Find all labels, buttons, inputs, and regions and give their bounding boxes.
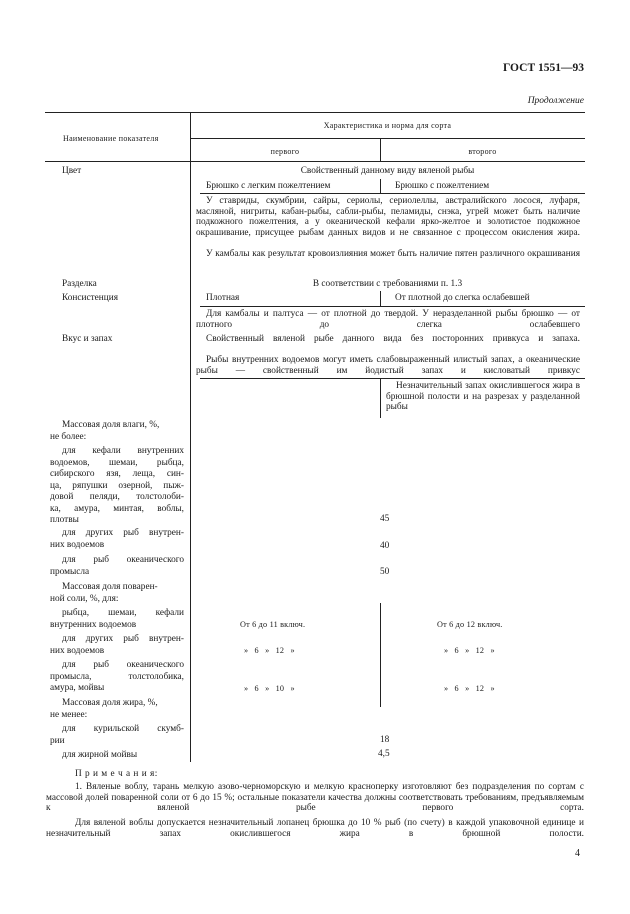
label-line: водоемов, шемаи, рыбца, (50, 457, 184, 468)
salt-row-1-label (50, 608, 184, 631)
moisture-row-1-label (50, 446, 184, 527)
header-first-grade: первого (270, 147, 300, 156)
note-2: Для вяленой воблы допускается незначительный лопанец брюшка до 10 % рыб (по счету) в каждой упаковочной единице и незначительный запах окислившегося жира в брюшной полости. (46, 818, 584, 839)
label-line: для других рыб внутрен- (62, 634, 184, 644)
salt-label-1: Массовая доля поварен- (62, 582, 158, 592)
salt-row-2-first: » 6 » 12 » (244, 646, 295, 655)
taste-text-2: Рыбы внутренних водоемов могут иметь слабовыраженный илистый запах, а океанические рыбы — свойственный им йодистый запах и кисловатый привкус (196, 355, 580, 376)
column-divider-main (190, 112, 191, 762)
header-second-grade: второго (468, 147, 497, 156)
taste-text-1: Свойственный вяленой рыбе данного вида без посторонних привкуса и запаха. (206, 334, 580, 344)
moisture-label-1: Массовая доля влаги, %, (62, 420, 160, 430)
label-line: промысла (50, 566, 90, 577)
cutting-value: В соответствии с требованиями п. 1.3 (312, 279, 463, 289)
label-line: довой пеляди, толстолоби- (50, 492, 184, 502)
label-line: ца, ряпушки озерной, пыж- (50, 480, 184, 491)
header-bottom-line (45, 161, 585, 162)
taste-second: Незначительный запах окислившегося жира в брюшной полости и на разрезах у разделанной рыбы (386, 381, 580, 412)
fat-row-2-value: 4,5 (378, 749, 390, 759)
fat-row-1-value: 18 (380, 735, 390, 745)
taste-divider (380, 378, 381, 418)
moisture-row-3-label (50, 555, 184, 578)
label-line: них водоемов (50, 645, 105, 656)
salt-row-2-label (50, 634, 184, 657)
row-label-consistency: Консистенция (62, 293, 118, 303)
label-line: плотвы (50, 515, 79, 525)
fat-row-2-label: для жирной мойвы (62, 750, 138, 760)
taste-sep-line (200, 378, 585, 379)
color-text-2: У камбалы как результат кровоизлияния может быть наличие пятен различного окрашивания (206, 249, 580, 259)
note-1: 1. Вяленые воблу, тарань мелкую азово-черноморскую и мелкую красноперку изготовляют без подразделения по сортам с массовой долей поваренной соли от 6 до 15 %; остальные показатели качества должны соответствовать требованиям, предъявляемым к вяленой рыбе первого сорта. (46, 782, 584, 814)
salt-row-1-second: От 6 до 12 включ. (437, 620, 503, 629)
label-line: сибирского язя, леща, син- (50, 469, 184, 479)
label-line: рии (50, 735, 65, 746)
consistency-text: Для камбалы и палтуса — от плотной до твердой. У неразделанной рыбы брюшко — от плотного до слегка ослабевшего (196, 309, 580, 330)
label-line: внутренних водоемов (50, 619, 137, 630)
color-first: Брюшко с легким пожелтением (206, 181, 331, 191)
label-line: для других рыб внутрен- (62, 528, 184, 538)
color-divider (380, 179, 381, 193)
consistency-second: От плотной до слегка ослабевшей (395, 293, 530, 303)
label-line: ка, амура, минтая, воблы, (50, 503, 184, 514)
fat-label-1: Массовая доля жира, %, (62, 698, 158, 708)
fat-label-2: не менее: (50, 710, 88, 720)
consistency-first: Плотная (206, 293, 240, 303)
color-common: Свойственный данному виду вяленой рыбы (300, 166, 475, 176)
continuation-label: Продолжение (527, 96, 584, 106)
salt-divider (380, 603, 381, 707)
salt-row-3-second: » 6 » 12 » (444, 684, 495, 693)
color-sep-line (200, 193, 585, 194)
label-line: для курильской скумб- (62, 724, 184, 734)
label-line: рыбца, шемаи, кефали (62, 608, 184, 618)
moisture-row-3-value: 50 (380, 567, 390, 577)
color-text-1: У ставриды, скумбрии, сайры, сериолы, сериолеллы, австралийского лосося, луфаря, масляной, нигриты, кабан-рыбы, сабли-рыбы, пеламиды, снэка, угрей может быть наличие подкожного пожелтения, а у океанической кефали ярко-желтое и золотистое подкожное окрашивание, присущее рыбам данных видов и не связанное с процессом окисления жира. (196, 196, 580, 238)
salt-label-2: ной соли, %, для: (50, 594, 119, 604)
label-line: них водоемов (50, 539, 105, 550)
header-name-column: Наименование показателя (63, 134, 159, 143)
color-second: Брюшко с пожелтением (395, 181, 490, 191)
fat-row-1-label (50, 724, 184, 747)
moisture-row-2-value: 40 (380, 541, 390, 551)
moisture-row-1-value: 45 (380, 514, 390, 524)
salt-row-3-label (50, 660, 184, 695)
label-line: для кефали внутренних (62, 446, 184, 456)
row-label-color: Цвет (62, 166, 82, 176)
moisture-label-2: не более: (50, 432, 87, 442)
table-top-line (45, 112, 585, 113)
moisture-row-2-label (50, 528, 184, 551)
consistency-sep-line (200, 306, 585, 307)
label-line: для рыб океанического (62, 555, 184, 565)
notes-title: П р и м е ч а н и я: (75, 769, 158, 779)
label-line: для рыб океанического (62, 660, 184, 670)
salt-row-2-second: » 6 » 12 » (444, 646, 495, 655)
header-mid-line (190, 138, 585, 139)
row-label-cutting: Разделка (62, 279, 97, 289)
standard-number: ГОСТ 1551—93 (503, 62, 584, 74)
consistency-divider (380, 291, 381, 306)
salt-row-3-first: » 6 » 10 » (244, 684, 295, 693)
salt-row-1-first: От 6 до 11 включ. (240, 620, 306, 629)
label-line: амура, мойвы (50, 683, 105, 693)
header-characteristic: Характеристика и норма для сорта (323, 121, 452, 130)
page-number: 4 (575, 848, 580, 859)
row-label-taste: Вкус и запах (62, 334, 113, 344)
label-line: промысла, толстолобика, (50, 671, 184, 682)
